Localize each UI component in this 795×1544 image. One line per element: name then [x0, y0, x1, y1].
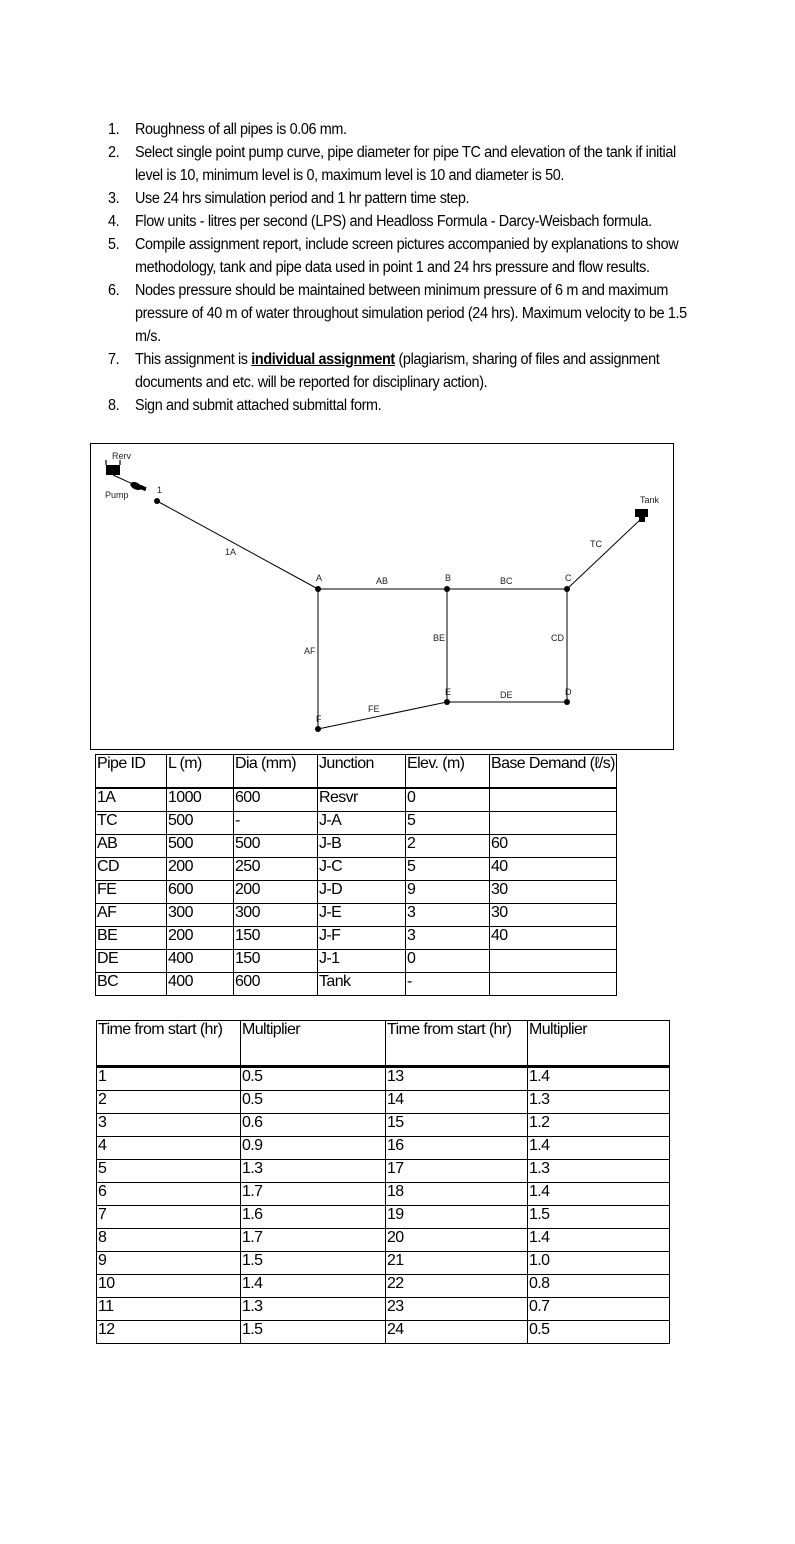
- column-header: Time from start (hr): [386, 1021, 528, 1067]
- node-b: [444, 586, 450, 592]
- table-row: CD 200 250 J-C 5 40: [96, 858, 617, 881]
- label-rerv: Rerv: [112, 451, 132, 461]
- table-row: 9 1.5 21 1.0: [97, 1252, 670, 1275]
- label-node-e: E: [445, 687, 452, 697]
- label-tank: Tank: [640, 495, 660, 505]
- network-diagram: [90, 443, 674, 750]
- pipe-fe: [318, 702, 447, 729]
- list-item: 8. Sign and submit attached submittal form.: [108, 397, 382, 414]
- table-row: 2 0.5 14 1.3: [97, 1091, 670, 1114]
- label-pipe-de: DE: [500, 690, 513, 700]
- table-row: AF 300 300 J-E 3 30: [96, 904, 617, 927]
- table-row: 6 1.7 18 1.4: [97, 1183, 670, 1206]
- pump-icon: [129, 480, 146, 491]
- label-node-c: C: [565, 573, 572, 583]
- label-node-b: B: [445, 573, 452, 583]
- label-pipe-be: BE: [433, 633, 446, 643]
- column-header: Time from start (hr): [97, 1021, 241, 1067]
- table-row: 11 1.3 23 0.7: [97, 1298, 670, 1321]
- label-node-d: D: [565, 687, 572, 697]
- time-pattern-table: [96, 1020, 670, 1344]
- table-row: 12 1.5 24 0.5: [97, 1321, 670, 1344]
- table-header-row: [96, 755, 617, 789]
- column-header: Dia (mm): [234, 755, 318, 789]
- column-header: Elev. (m): [406, 755, 490, 789]
- table-row: 1A 1000 600 Resvr 0: [96, 788, 617, 812]
- table-row: TC 500 - J-A 5: [96, 812, 617, 835]
- table-row: 7 1.6 19 1.5: [97, 1206, 670, 1229]
- label-node-f: F: [316, 714, 322, 724]
- list-item: 5. Compile assignment report, include screen pictures accompanied by explanations to show methodology, tank and pipe data used in point 1 and 24 hrs pressure and flow results.: [108, 236, 679, 276]
- table-row: 5 1.3 17 1.3: [97, 1160, 670, 1183]
- node-e: [444, 699, 450, 705]
- emphasis-text: individual assignment: [251, 351, 395, 368]
- table-header-row: [97, 1021, 670, 1067]
- instructions-list: [108, 118, 703, 417]
- label-node-1: 1: [157, 485, 163, 495]
- column-header: Multiplier: [241, 1021, 386, 1067]
- table-row: AB 500 500 J-B 2 60: [96, 835, 617, 858]
- label-pipe-af: AF: [304, 646, 316, 656]
- label-pump: Pump: [105, 490, 129, 500]
- column-header: L (m): [167, 755, 234, 789]
- node-f: [315, 726, 321, 732]
- table-row: 10 1.4 22 0.8: [97, 1275, 670, 1298]
- label-pipe-tc: TC: [590, 539, 602, 549]
- label-pipe-ab: AB: [376, 576, 389, 586]
- table-row: 1 0.5 13 1.4: [97, 1067, 670, 1091]
- column-header: Pipe ID: [96, 755, 167, 789]
- column-header: Multiplier: [528, 1021, 670, 1067]
- list-item: 4. Flow units - litres per second (LPS) and Headloss Formula - Darcy-Weisbach formula.: [108, 213, 652, 230]
- list-item: 3. Use 24 hrs simulation period and 1 hr pattern time step.: [108, 190, 470, 207]
- label-pipe-cd: CD: [551, 633, 564, 643]
- column-header: Base Demand (ℓ/s): [490, 755, 617, 789]
- node-c: [564, 586, 570, 592]
- node-1: [154, 498, 160, 504]
- table-row: DE 400 150 J-1 0: [96, 950, 617, 973]
- label-node-a: A: [316, 573, 323, 583]
- table-row: 4 0.9 16 1.4: [97, 1137, 670, 1160]
- pipe-data-table: [95, 754, 617, 996]
- list-item: 7. This assignment is individual assignment (plagiarism, sharing of files and assignment documents and etc. will be reported for disciplinary action).: [108, 351, 660, 391]
- table-row: 3 0.6 15 1.2: [97, 1114, 670, 1137]
- table-row: FE 600 200 J-D 9 30: [96, 881, 617, 904]
- pipe-tc: [567, 519, 641, 589]
- column-header: Junction: [318, 755, 406, 789]
- label-pipe-fe: FE: [368, 704, 380, 714]
- label-pipe-bc: BC: [500, 576, 513, 586]
- list-item: 2. Select single point pump curve, pipe diameter for pipe TC and elevation of the tank if initial level is 10, minimum level is 0, maximum level is 10 and diameter is 50.: [108, 144, 676, 184]
- reservoir-icon: [106, 460, 120, 475]
- table-row: 8 1.7 20 1.4: [97, 1229, 670, 1252]
- table-row: BE 200 150 J-F 3 40: [96, 927, 617, 950]
- table-row: BC 400 600 Tank -: [96, 973, 617, 996]
- list-item: 6. Nodes pressure should be maintained between minimum pressure of 6 m and maximum pressure of 40 m of water throughout simulation period (24 hrs). Maximum velocity to be 1.5 m/s.: [108, 282, 687, 345]
- label-pipe-1a: 1A: [225, 547, 237, 557]
- pipe-1a: [157, 501, 318, 589]
- tank-icon: [635, 509, 648, 522]
- list-item: 1. Roughness of all pipes is 0.06 mm.: [108, 121, 347, 138]
- node-a: [315, 586, 321, 592]
- node-d: [564, 699, 570, 705]
